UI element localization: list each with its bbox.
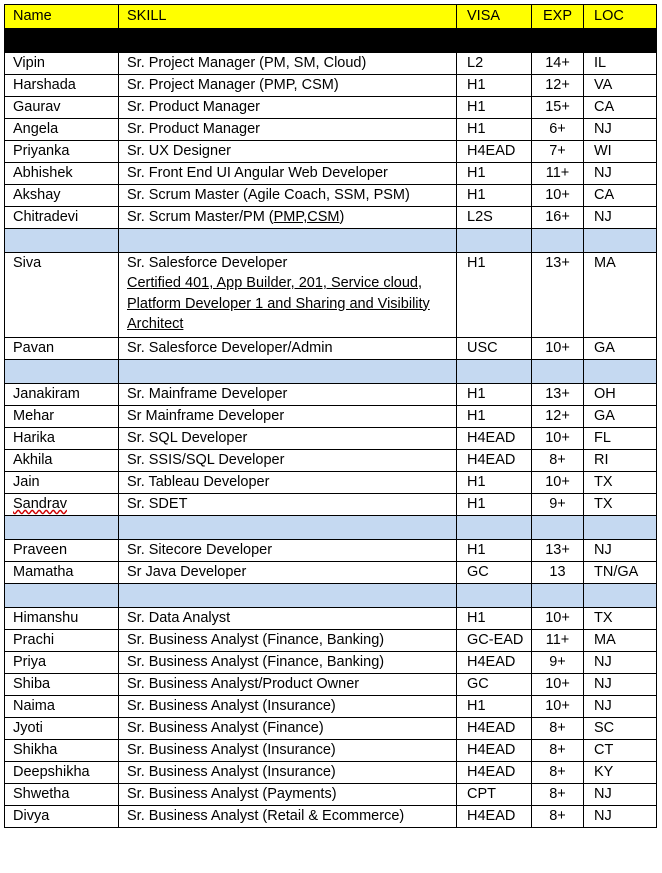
loc-cell: RI <box>584 450 657 472</box>
visa-cell: H1 <box>457 185 532 207</box>
skill-cell <box>119 253 457 338</box>
visa-cell: H1 <box>457 253 532 338</box>
exp-cell: 10+ <box>532 185 584 207</box>
table-row <box>5 253 657 338</box>
loc-cell: NJ <box>584 806 657 828</box>
loc-cell: NJ <box>584 784 657 806</box>
visa-cell: L2S <box>457 207 532 229</box>
table-row <box>5 75 657 97</box>
skill-cell: Sr. Business Analyst (Retail & Ecommerce) <box>119 806 457 828</box>
skill-cell: Sr. Sitecore Developer <box>119 540 457 562</box>
visa-cell: H1 <box>457 97 532 119</box>
name-cell: Janakiram <box>5 384 119 406</box>
name-cell: Jyoti <box>5 718 119 740</box>
separator-row <box>5 516 657 540</box>
name-cell: Priyanka <box>5 141 119 163</box>
skill-cell: Sr. Business Analyst (Insurance) <box>119 740 457 762</box>
header-loc: LOC <box>584 5 657 29</box>
skill-cell: Sr. Scrum Master (Agile Coach, SSM, PSM) <box>119 185 457 207</box>
visa-cell: H1 <box>457 494 532 516</box>
skill-cell: Sr Java Developer <box>119 562 457 584</box>
certification-detail: Certified 401, App Builder, 201, Service cloud, Platform Developer 1 and Sharing and Visibility Architect <box>127 275 430 332</box>
table-row <box>5 674 657 696</box>
skill-cell: Sr. Business Analyst (Insurance) <box>119 762 457 784</box>
name-cell: Priya <box>5 652 119 674</box>
skill-cell: Sr Mainframe Developer <box>119 406 457 428</box>
loc-cell: CA <box>584 97 657 119</box>
visa-cell: CPT <box>457 784 532 806</box>
name-cell: Siva <box>5 253 119 338</box>
header-row <box>5 5 657 29</box>
name-cell: Sandrav <box>5 494 119 516</box>
loc-cell: NJ <box>584 652 657 674</box>
exp-cell: 8+ <box>532 806 584 828</box>
separator-row <box>5 229 657 253</box>
exp-cell: 8+ <box>532 784 584 806</box>
skill-cell: Sr. Product Manager <box>119 119 457 141</box>
name-cell: Mamatha <box>5 562 119 584</box>
name-cell: Himanshu <box>5 608 119 630</box>
skill-cell: Sr. Business Analyst (Finance, Banking) <box>119 630 457 652</box>
name-cell: Harika <box>5 428 119 450</box>
skill-cell: Sr. UX Designer <box>119 141 457 163</box>
name-cell: Angela <box>5 119 119 141</box>
exp-cell: 10+ <box>532 696 584 718</box>
table-row <box>5 696 657 718</box>
exp-cell: 9+ <box>532 494 584 516</box>
table-row <box>5 540 657 562</box>
skill-text: Sr. Scrum Master/PM ( <box>127 209 274 225</box>
table-row <box>5 338 657 360</box>
table-row <box>5 97 657 119</box>
separator-row-black <box>5 29 657 53</box>
visa-cell: H1 <box>457 696 532 718</box>
name-cell: Deepshikha <box>5 762 119 784</box>
visa-cell: H4EAD <box>457 740 532 762</box>
name-cell: Jain <box>5 472 119 494</box>
skill-cell: Sr. Project Manager (PM, SM, Cloud) <box>119 53 457 75</box>
visa-cell: H1 <box>457 75 532 97</box>
skill-cell: Sr. Data Analyst <box>119 608 457 630</box>
loc-cell: TN/GA <box>584 562 657 584</box>
skill-text: Sr. Salesforce Developer <box>127 255 288 271</box>
exp-cell: 10+ <box>532 338 584 360</box>
skill-cell <box>119 207 457 229</box>
skill-cell: Sr. SSIS/SQL Developer <box>119 450 457 472</box>
consultant-hotlist <box>4 4 657 828</box>
exp-cell: 13+ <box>532 540 584 562</box>
loc-cell: NJ <box>584 119 657 141</box>
skill-cell: Sr. Front End UI Angular Web Developer <box>119 163 457 185</box>
skill-cell: Sr. Salesforce Developer/Admin <box>119 338 457 360</box>
visa-cell: H1 <box>457 163 532 185</box>
name-cell: Shwetha <box>5 784 119 806</box>
loc-cell: FL <box>584 428 657 450</box>
exp-cell: 12+ <box>532 75 584 97</box>
name-cell: Vipin <box>5 53 119 75</box>
loc-cell: NJ <box>584 540 657 562</box>
exp-cell: 11+ <box>532 163 584 185</box>
skill-cell: Sr. Business Analyst (Payments) <box>119 784 457 806</box>
separator-row <box>5 584 657 608</box>
visa-cell: H4EAD <box>457 652 532 674</box>
loc-cell: MA <box>584 630 657 652</box>
visa-cell: L2 <box>457 53 532 75</box>
skill-cell: Sr. SDET <box>119 494 457 516</box>
name-cell: Prachi <box>5 630 119 652</box>
name-cell: Shiba <box>5 674 119 696</box>
name-cell: Gaurav <box>5 97 119 119</box>
exp-cell: 6+ <box>532 119 584 141</box>
visa-cell: H1 <box>457 384 532 406</box>
visa-cell: GC-EAD <box>457 630 532 652</box>
name-cell: Naima <box>5 696 119 718</box>
table-row <box>5 185 657 207</box>
exp-cell: 16+ <box>532 207 584 229</box>
table-row <box>5 718 657 740</box>
visa-cell: H1 <box>457 472 532 494</box>
exp-cell: 10+ <box>532 472 584 494</box>
loc-cell: OH <box>584 384 657 406</box>
table-row <box>5 762 657 784</box>
exp-cell: 8+ <box>532 740 584 762</box>
visa-cell: H1 <box>457 406 532 428</box>
table-row <box>5 806 657 828</box>
visa-cell: H4EAD <box>457 141 532 163</box>
exp-cell: 8+ <box>532 718 584 740</box>
table-row <box>5 784 657 806</box>
visa-cell: H4EAD <box>457 450 532 472</box>
skill-cell: Sr. Business Analyst (Insurance) <box>119 696 457 718</box>
separator-row <box>5 360 657 384</box>
table-row <box>5 740 657 762</box>
visa-cell: H1 <box>457 608 532 630</box>
loc-cell: MA <box>584 253 657 338</box>
exp-cell: 10+ <box>532 674 584 696</box>
table-row <box>5 562 657 584</box>
exp-cell: 13+ <box>532 384 584 406</box>
header-exp: EXP <box>532 5 584 29</box>
loc-cell: NJ <box>584 207 657 229</box>
header-name: Name <box>5 5 119 29</box>
loc-cell: CT <box>584 740 657 762</box>
header-skill: SKILL <box>119 5 457 29</box>
loc-cell: WI <box>584 141 657 163</box>
name-cell: Akhila <box>5 450 119 472</box>
name-cell: Chitradevi <box>5 207 119 229</box>
loc-cell: CA <box>584 185 657 207</box>
exp-cell: 15+ <box>532 97 584 119</box>
table-row <box>5 472 657 494</box>
exp-cell: 10+ <box>532 608 584 630</box>
name-cell: Shikha <box>5 740 119 762</box>
loc-cell: KY <box>584 762 657 784</box>
skill-text: ) <box>339 209 345 225</box>
table-row <box>5 163 657 185</box>
consultant-table <box>4 4 657 828</box>
exp-cell: 9+ <box>532 652 584 674</box>
skill-cell: Sr. Product Manager <box>119 97 457 119</box>
visa-cell: GC <box>457 674 532 696</box>
exp-cell: 11+ <box>532 630 584 652</box>
skill-cell: Sr. Tableau Developer <box>119 472 457 494</box>
name-cell: Pavan <box>5 338 119 360</box>
header-visa: VISA <box>457 5 532 29</box>
table-row <box>5 141 657 163</box>
loc-cell: GA <box>584 338 657 360</box>
table-row <box>5 406 657 428</box>
exp-cell: 10+ <box>532 428 584 450</box>
table-row <box>5 428 657 450</box>
name-cell: Harshada <box>5 75 119 97</box>
exp-cell: 8+ <box>532 762 584 784</box>
exp-cell: 7+ <box>532 141 584 163</box>
visa-cell: H4EAD <box>457 806 532 828</box>
name-cell: Abhishek <box>5 163 119 185</box>
table-row <box>5 630 657 652</box>
table-row <box>5 494 657 516</box>
visa-cell: USC <box>457 338 532 360</box>
loc-cell: GA <box>584 406 657 428</box>
skill-underlined-text: PMP,CSM <box>273 209 340 225</box>
visa-cell: H1 <box>457 119 532 141</box>
name-cell: Praveen <box>5 540 119 562</box>
table-row <box>5 207 657 229</box>
loc-cell: VA <box>584 75 657 97</box>
loc-cell: TX <box>584 494 657 516</box>
skill-cell: Sr. Business Analyst (Finance) <box>119 718 457 740</box>
exp-cell: 13 <box>532 562 584 584</box>
table-row <box>5 119 657 141</box>
name-cell: Mehar <box>5 406 119 428</box>
name-cell: Divya <box>5 806 119 828</box>
table-row <box>5 608 657 630</box>
skill-cell: Sr. Mainframe Developer <box>119 384 457 406</box>
visa-cell: H4EAD <box>457 718 532 740</box>
skill-cell: Sr. SQL Developer <box>119 428 457 450</box>
skill-cell: Sr. Project Manager (PMP, CSM) <box>119 75 457 97</box>
table-row <box>5 450 657 472</box>
exp-cell: 13+ <box>532 253 584 338</box>
visa-cell: H1 <box>457 540 532 562</box>
loc-cell: TX <box>584 472 657 494</box>
exp-cell: 8+ <box>532 450 584 472</box>
loc-cell: NJ <box>584 163 657 185</box>
skill-cell: Sr. Business Analyst (Finance, Banking) <box>119 652 457 674</box>
loc-cell: SC <box>584 718 657 740</box>
loc-cell: NJ <box>584 674 657 696</box>
visa-cell: H4EAD <box>457 428 532 450</box>
exp-cell: 14+ <box>532 53 584 75</box>
visa-cell: GC <box>457 562 532 584</box>
loc-cell: IL <box>584 53 657 75</box>
table-row <box>5 384 657 406</box>
skill-cell: Sr. Business Analyst/Product Owner <box>119 674 457 696</box>
loc-cell: NJ <box>584 696 657 718</box>
table-row <box>5 53 657 75</box>
visa-cell: H4EAD <box>457 762 532 784</box>
table-row <box>5 652 657 674</box>
loc-cell: TX <box>584 608 657 630</box>
exp-cell: 12+ <box>532 406 584 428</box>
name-cell: Akshay <box>5 185 119 207</box>
